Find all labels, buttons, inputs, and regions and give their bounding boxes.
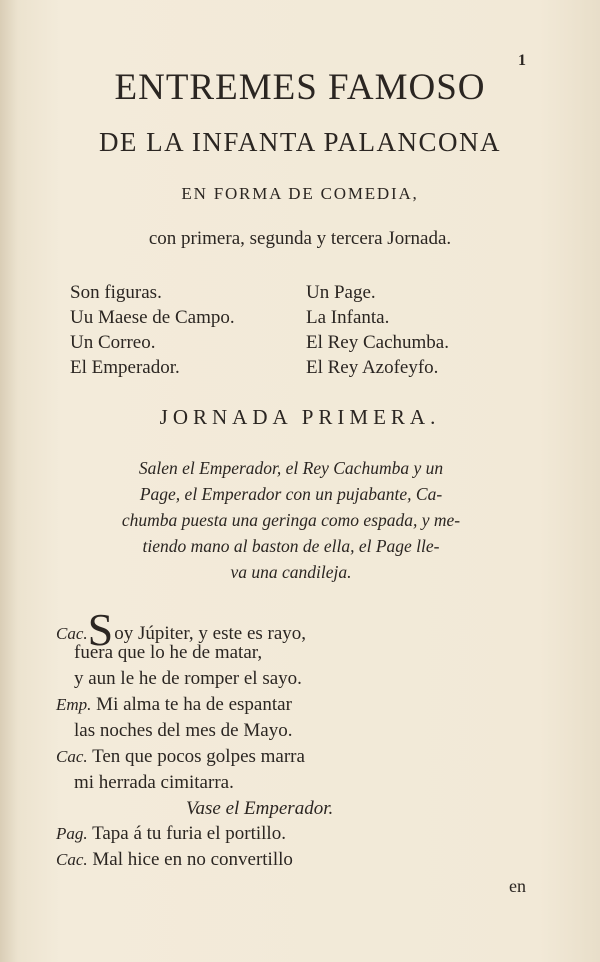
cast-entry: El Emperador. <box>70 357 180 378</box>
verse-text: y aun le he de romper el sayo. <box>74 668 302 689</box>
stage-direction <box>56 455 526 585</box>
verse-line <box>56 746 305 768</box>
verse-text: fuera que lo he de matar, <box>74 642 263 663</box>
cast-entry: Uu Maese de Campo. <box>70 307 235 328</box>
speaker-label: Cac. <box>56 624 88 643</box>
cast-entry: El Rey Azofeyfo. <box>306 357 439 378</box>
verse-line <box>56 823 286 845</box>
verse-text: Tapa á tu furia el portillo. <box>92 823 286 844</box>
verse-text: mi herrada cimitarra. <box>74 772 234 793</box>
exit-direction: Vase el Emperador. <box>186 798 334 819</box>
section-heading: JORNADA PRIMERA. <box>159 405 441 429</box>
speaker-label: Pag. <box>56 824 88 843</box>
verse-text: las noches del mes de Mayo. <box>74 720 293 741</box>
stage-direction-line: Page, el Emperador con un pujabante, Ca- <box>139 484 443 504</box>
speaker-label: Cac. <box>56 850 88 869</box>
stage-direction-line: tiendo mano al baston de ella, el Page lle- <box>142 536 440 556</box>
stage-direction-line: chumba puesta una geringa como espada, y me- <box>121 510 461 530</box>
speaker-label: Cac. <box>56 747 88 766</box>
page-number: 1 <box>518 52 526 69</box>
catchword: en <box>509 876 526 896</box>
verse-text: Ten que pocos golpes marra <box>92 746 305 767</box>
cast-entry: Un Page. <box>306 282 376 303</box>
cast-entry: La Infanta. <box>306 307 390 328</box>
cast-entry: Un Correo. <box>70 332 156 353</box>
verse-text: oy Júpiter, y este es rayo, <box>114 623 307 644</box>
verse-line <box>74 668 302 690</box>
verse-line <box>56 849 293 871</box>
verse-line <box>74 720 292 742</box>
verse-line <box>74 642 262 664</box>
verse-line <box>56 694 292 716</box>
title-line-2: DE LA INFANTA PALANCONA <box>98 127 502 157</box>
stage-direction-line: Salen el Emperador, el Rey Cachumba y un <box>138 458 444 478</box>
title-line-4: con primera, segunda y tercera Jornada. <box>148 228 452 249</box>
cast-entry: El Rey Cachumba. <box>306 332 449 353</box>
speaker-label: Emp. <box>56 695 92 714</box>
verse-text: Mi alma te ha de espantar <box>96 694 292 715</box>
title-line-3: EN FORMA DE COMEDIA, <box>181 184 419 203</box>
cast-list-right <box>306 280 449 380</box>
verse-text: Mal hice en no convertillo <box>92 849 293 870</box>
title-line-1: ENTREMES FAMOSO <box>114 67 486 108</box>
cast-list-left <box>70 280 235 380</box>
drop-cap: S <box>87 604 114 655</box>
verse-line <box>74 772 234 794</box>
stage-direction-line: va una candileja. <box>230 562 352 582</box>
cast-entry: Son figuras. <box>70 282 162 303</box>
